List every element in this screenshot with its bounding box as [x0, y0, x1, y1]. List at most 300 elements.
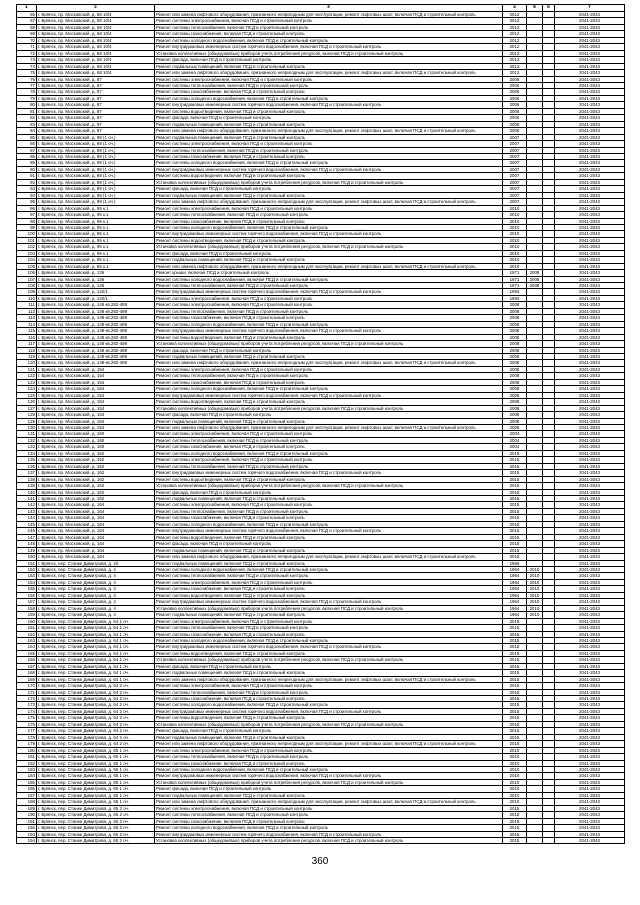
year-cell: 2010 [503, 747, 527, 753]
work-description-cell: Ремонт системы газоснабжения, включая ПСД и строительный контроль [155, 315, 503, 321]
year-cell: 2006 [503, 95, 527, 101]
address-cell: г. Брянск, пер. Станке Димитрова, д. 64 2 оч. [37, 683, 155, 689]
address-cell: г. Брянск, пер. Станке Димитрова, д. 64 2 оч. [37, 728, 155, 734]
year-cell: 2015 [503, 463, 527, 469]
period-cell: 2041-2043 [555, 31, 625, 37]
address-cell: г. Брянск, пр. Московский, д. 89 (1 оч.) [37, 173, 155, 179]
year-cell: 2015 [503, 831, 527, 837]
year-cell: 2015 [503, 741, 527, 747]
work-description-cell: Ремонт крыши, включая ПСД и строительный контроль [155, 270, 503, 276]
period-cell: 2041-2043 [555, 470, 625, 476]
year-cell: 2008 [503, 321, 527, 327]
work-description-cell: Ремонт внутридомовых инженерных систем горячего водоснабжения, включая ПСД и строительный контроль [155, 231, 503, 237]
year-cell: 2015 [503, 618, 527, 624]
year-cell: 2015 [503, 644, 527, 650]
address-cell: г. Брянск, пр. Московский, д. 148 кв.282-489 [37, 354, 155, 360]
row-number-cell: 113 [17, 315, 37, 321]
row-number-cell: 194 [17, 838, 37, 844]
period-cell: 2041-2043 [555, 657, 625, 663]
address-cell: г. Брянск, пр. Московский, д. 142/1 [37, 289, 155, 295]
address-cell: г. Брянск, пер. Станке Димитрова, д. 65 1 оч. [37, 773, 155, 779]
address-cell: г. Брянск, пер. Станке Димитрова, д. 65 1 оч. [37, 754, 155, 760]
address-cell: г. Брянск, пр. Московский, д. 68 10/4 [37, 57, 155, 63]
row-number-cell: 112 [17, 308, 37, 314]
period-cell: 2041-2043 [555, 179, 625, 185]
year-cell: 2006 [503, 89, 527, 95]
work-description-cell: Ремонт системы водоотведения, включая ПСД и строительный контроль [155, 650, 503, 656]
period-cell: 2041-2043 [555, 244, 625, 250]
row-number-cell: 75 [17, 70, 37, 76]
address-cell: г. Брянск, пр. Московский, д. 162 [37, 457, 155, 463]
year-cell: 2012 [503, 44, 527, 50]
row-number-cell: 87 [17, 147, 37, 153]
work-description-cell: Ремонт или замена лифтового оборудования, признанного непригодным для эксплуатации, ремонт лифтовых шахт, включая ПСД и строительный контроль [155, 676, 503, 682]
address-cell: г. Брянск, пр. Московский, д. 148 кв.282-489 [37, 341, 155, 347]
row-number-cell: 172 [17, 696, 37, 702]
work-description-cell: Ремонт или замена лифтового оборудования, признанного непригодным для эксплуатации, ремонт лифтовых шахт, включая ПСД и строительный контроль [155, 425, 503, 431]
address-cell: г. Брянск, пер. Станке Димитрова, д. 4 [37, 599, 155, 605]
period-cell: 2041-2043 [555, 838, 625, 844]
row-number-cell: 102 [17, 244, 37, 250]
address-cell: г. Брянск, пр. Московский, д. 87 [37, 128, 155, 134]
row-number-cell: 82 [17, 115, 37, 121]
year-cell: 2015 [503, 696, 527, 702]
address-cell: г. Брянск, пр. Московский, д. 164 [37, 521, 155, 527]
address-cell: г. Брянск, пр. Московский, д. 89 (1 оч.) [37, 186, 155, 192]
period-cell: 2041-2043 [555, 773, 625, 779]
address-cell: г. Брянск, пер. Станке Димитрова, д. 64 1 оч. [37, 637, 155, 643]
period-cell: 2041-2043 [555, 399, 625, 405]
work-description-cell: Ремонт системы электроснабжения, включая ПСД и строительный контроль [155, 747, 503, 753]
work-description-cell: Ремонт фасада, включая ПСД и строительный контроль [155, 541, 503, 547]
year-cell: 1971 [503, 276, 527, 282]
row-number-cell: 157 [17, 599, 37, 605]
work-description-cell: Ремонт фасада, включая ПСД и строительный контроль [155, 57, 503, 63]
work-description-cell: Ремонт или замена лифтового оборудования, признанного непригодным для эксплуатации, ремонт лифтовых шахт, включая ПСД и строительный контроль [155, 741, 503, 747]
work-description-cell: Ремонт системы водоотведения, включая ПСД и строительный контроль [155, 476, 503, 482]
work-description-cell: Ремонт подвальных помещений, включая ПСД и строительный контроль [155, 121, 503, 127]
address-cell: г. Брянск, пр. Московский, д. 95 к.1 [37, 257, 155, 263]
work-description-cell: Ремонт системы теплоснабжения, включая ПСД и строительный контроль [155, 625, 503, 631]
work-description-cell: Ремонт системы электроснабжения, включая ПСД и строительный контроль [155, 683, 503, 689]
row-number-cell: 187 [17, 792, 37, 798]
period-cell: 2041-2043 [555, 489, 625, 495]
period-cell: 2041-2043 [555, 676, 625, 682]
year-cell: 2007 [503, 147, 527, 153]
year-cell: 2008 [503, 328, 527, 334]
row-number-cell: 94 [17, 192, 37, 198]
work-description-cell: Ремонт системы холодного водоснабжения, включая ПСД и строительный контроль [155, 637, 503, 643]
address-cell: г. Брянск, пр. Московский, д. 89 (1 оч.) [37, 160, 155, 166]
period-cell: 2041-2043 [555, 57, 625, 63]
row-number-cell: 117 [17, 341, 37, 347]
address-cell: г. Брянск, пр. Московский, д. 164 [37, 541, 155, 547]
address-cell: г. Брянск, пр. Московский, д. 154 [37, 386, 155, 392]
year-cell: 2010 [503, 754, 527, 760]
period-cell: 2041-2043 [555, 128, 625, 134]
year-cell: 1993 [503, 289, 527, 295]
period-cell: 2041-2043 [555, 644, 625, 650]
period-cell: 2041-2043 [555, 573, 625, 579]
row-number-cell: 116 [17, 334, 37, 340]
year-2-cell: 2010 [527, 586, 543, 592]
period-cell: 2041-2043 [555, 728, 625, 734]
row-number-cell: 78 [17, 89, 37, 95]
year-cell: 2012 [503, 57, 527, 63]
row-number-cell: 100 [17, 231, 37, 237]
address-cell: г. Брянск, пр. Московский, д. 87 [37, 76, 155, 82]
address-cell: г. Брянск, пр. Московский, д. 148 кв.282-489 [37, 302, 155, 308]
address-cell: г. Брянск, пер. Станке Димитрова, д. 4 [37, 579, 155, 585]
work-description-cell: Ремонт системы теплоснабжения, включая ПСД и строительный контроль [155, 437, 503, 443]
period-cell: 2041-2043 [555, 721, 625, 727]
work-description-cell: Ремонт системы холодного водоснабжения, включая ПСД и строительный контроль [155, 386, 503, 392]
work-description-cell: Ремонт системы водоотведения, включая ПСД и строительный контроль [155, 399, 503, 405]
work-description-cell: Ремонт системы электроснабжения, включая ПСД и строительный контроль [155, 618, 503, 624]
row-number-cell: 80 [17, 102, 37, 108]
work-description-cell: Ремонт подвальных помещений, включая ПСД и строительный контроль [155, 63, 503, 69]
register-table-body [17, 5, 625, 844]
row-number-cell: 156 [17, 592, 37, 598]
year-cell: 2010 [503, 224, 527, 230]
work-description-cell: Ремонт подвальных помещений, включая ПСД и строительный контроль [155, 495, 503, 501]
year-cell: 1971 [503, 270, 527, 276]
row-number-cell: 151 [17, 560, 37, 566]
period-cell: 2041-2043 [555, 95, 625, 101]
period-cell: 2041-2043 [555, 431, 625, 437]
row-number-cell: 134 [17, 450, 37, 456]
work-description-cell: Ремонт или замена лифтового оборудования, признанного непригодным для эксплуатации, ремонт лифтовых шахт, включая ПСД и строительный контроль [155, 199, 503, 205]
work-description-cell: Установка коллективных (общедомовых) приборов учета потребления ресурсов, включая ПСД и строительный контроль [155, 244, 503, 250]
table-row [17, 838, 625, 844]
period-cell: 2041-2043 [555, 212, 625, 218]
row-number-cell: 161 [17, 625, 37, 631]
work-description-cell: Ремонт системы теплоснабжения, включая ПСД и строительный контроль [155, 24, 503, 30]
year-3-cell [543, 838, 555, 844]
work-description-cell: Ремонт системы газоснабжения, включая ПСД и строительный контроль [155, 444, 503, 450]
year-cell: 2008 [503, 399, 527, 405]
year-cell: 2012 [503, 63, 527, 69]
work-description-cell: Ремонт системы теплоснабжения, включая ПСД и строительный контроль [155, 754, 503, 760]
period-cell: 2041-2043 [555, 534, 625, 540]
address-cell: г. Брянск, пр. Московский, д. 68 10/4 [37, 24, 155, 30]
year-cell: 2015 [503, 470, 527, 476]
address-cell: г. Брянск, пр. Московский, д. 68 10/4 [37, 31, 155, 37]
year-cell: 2015 [503, 528, 527, 534]
work-description-cell: Ремонт внутридомовых инженерных систем горячего водоснабжения, включая ПСД и строительный контроль [155, 44, 503, 50]
column-number-cell: 6 [543, 5, 555, 12]
address-cell: г. Брянск, пер. Станке Димитрова, д. 65 1 оч. [37, 767, 155, 773]
period-cell: 2041-2043 [555, 379, 625, 385]
address-cell: г. Брянск, пер. Станке Димитрова, д. 64 1 оч. [37, 670, 155, 676]
year-2-cell: 2010 [527, 573, 543, 579]
year-cell: 2006 [503, 82, 527, 88]
year-cell: 2015 [503, 489, 527, 495]
year-cell: 2008 [503, 341, 527, 347]
row-number-cell: 133 [17, 444, 37, 450]
row-number-cell: 193 [17, 831, 37, 837]
address-cell: г. Брянск, пер. Станке Димитрова, д. 65 1 оч. [37, 760, 155, 766]
year-cell: 2007 [503, 166, 527, 172]
year-2-cell: 2010 [527, 599, 543, 605]
work-description-cell: Ремонт системы холодного водоснабжения, включая ПСД и строительный контроль [155, 321, 503, 327]
address-cell: г. Брянск, пр. Московский, д. 162 [37, 463, 155, 469]
year-cell: 2008 [503, 379, 527, 385]
year-cell: 2010 [503, 767, 527, 773]
period-cell: 2041-2043 [555, 579, 625, 585]
address-cell: г. Брянск, пр. Московский, д. 154 [37, 405, 155, 411]
year-cell: 2015 [503, 515, 527, 521]
period-cell: 2041-2043 [555, 302, 625, 308]
address-cell: г. Брянск, пер. Станке Димитрова, д. 65 2 оч. [37, 812, 155, 818]
address-cell: г. Брянск, пер. Станке Димитрова, д. 65 2 оч. [37, 818, 155, 824]
period-cell: 2041-2043 [555, 295, 625, 301]
row-number-cell: 81 [17, 108, 37, 114]
row-number-cell: 136 [17, 463, 37, 469]
period-cell: 2041-2043 [555, 663, 625, 669]
year-cell: 2015 [503, 728, 527, 734]
work-description-cell: Ремонт системы холодного водоснабжения, включая ПСД и строительный контроль [155, 224, 503, 230]
row-number-cell: 97 [17, 212, 37, 218]
address-cell: г. Брянск, пр. Московский, д. 68 10/4 [37, 70, 155, 76]
row-number-cell: 152 [17, 566, 37, 572]
table-row [17, 599, 625, 605]
year-cell: 2015 [503, 541, 527, 547]
address-cell: г. Брянск, пр. Московский, д. 136 [37, 276, 155, 282]
address-cell: г. Брянск, пр. Московский, д. 160 [37, 437, 155, 443]
work-description-cell: Ремонт подвальных помещений, включая ПСД и строительный контроль [155, 670, 503, 676]
row-number-cell: 154 [17, 579, 37, 585]
year-cell: 2015 [503, 721, 527, 727]
year-cell: 2015 [503, 657, 527, 663]
period-cell: 2041-2043 [555, 799, 625, 805]
address-cell: г. Брянск, пер. Станке Димитрова, д. 64 2 оч. [37, 689, 155, 695]
period-cell: 2041-2043 [555, 366, 625, 372]
year-cell: 2006 [503, 115, 527, 121]
row-number-cell: 76 [17, 76, 37, 82]
work-description-cell: Ремонт внутридомовых инженерных систем горячего водоснабжения, включая ПСД и строительный контроль [155, 528, 503, 534]
work-description-cell: Ремонт системы холодного водоснабжения, включая ПСД и строительный контроль [155, 767, 503, 773]
year-cell: 1971 [503, 283, 527, 289]
year-cell: 2015 [503, 805, 527, 811]
row-number-cell: 158 [17, 605, 37, 611]
address-cell: г. Брянск, пр. Московский, д. 164 [37, 502, 155, 508]
period-cell: 2041-2043 [555, 134, 625, 140]
year-cell: 2015 [503, 650, 527, 656]
work-description-cell: Ремонт системы холодного водоснабжения, включая ПСД и строительный контроль [155, 825, 503, 831]
year-cell: 2008 [503, 412, 527, 418]
year-cell: 1966 [503, 560, 527, 566]
address-cell: г. Брянск, пр. Московский, д. 95 к.1 [37, 231, 155, 237]
work-description-cell: Ремонт системы газоснабжения, включая ПСД и строительный контроль [155, 696, 503, 702]
period-cell: 2041-2043 [555, 566, 625, 572]
row-number-cell: 69 [17, 31, 37, 37]
work-description-cell: Ремонт подвальных помещений, включая ПСД и строительный контроль [155, 734, 503, 740]
address-cell: г. Брянск, пр. Московский, д. 95 к.1 [37, 224, 155, 230]
column-number-cell: 5 [527, 5, 543, 12]
period-cell: 2041-2043 [555, 779, 625, 785]
row-number-cell: 99 [17, 224, 37, 230]
year-cell: 2006 [503, 102, 527, 108]
year-cell: 1964 [503, 566, 527, 572]
year-cell: 2006 [503, 108, 527, 114]
period-cell: 2041-2043 [555, 224, 625, 230]
row-number-cell: 86 [17, 141, 37, 147]
work-description-cell: Ремонт системы теплоснабжения, включая ПСД и строительный контроль [155, 373, 503, 379]
period-cell: 2041-2043 [555, 44, 625, 50]
address-cell: г. Брянск, пр. Московский, д. 164 [37, 528, 155, 534]
row-number-cell: 90 [17, 166, 37, 172]
address-cell: г. Брянск, пр. Московский, д. 87 [37, 108, 155, 114]
year-cell: 1964 [503, 592, 527, 598]
year-cell: 2012 [503, 31, 527, 37]
address-cell: г. Брянск, пр. Московский, д. 89 (1 оч.) [37, 179, 155, 185]
year-2-cell: 2010 [527, 612, 543, 618]
period-cell: 2041-2043 [555, 502, 625, 508]
period-cell: 2041-2043 [555, 173, 625, 179]
row-number-cell: 111 [17, 302, 37, 308]
row-number-cell: 89 [17, 160, 37, 166]
year-2-cell: 2008 [527, 276, 543, 282]
period-cell: 2041-2043 [555, 805, 625, 811]
work-description-cell: Ремонт системы теплоснабжения, включая ПСД и строительный контроль [155, 147, 503, 153]
row-number-cell: 105 [17, 263, 37, 269]
address-cell: г. Брянск, пр. Московский, д. 164 [37, 508, 155, 514]
address-cell: г. Брянск, пер. Станке Димитрова, д. 65 1 оч. [37, 786, 155, 792]
work-description-cell: Установка коллективных (общедомовых) приборов учета потребления ресурсов, включая ПСД и строительный контроль [155, 838, 503, 844]
row-number-cell: 118 [17, 347, 37, 353]
work-description-cell: Ремонт или замена лифтового оборудования, признанного непригодным для эксплуатации, ремонт лифтовых шахт, включая ПСД и строительный контроль [155, 263, 503, 269]
address-cell: г. Брянск, пер. Станке Димитрова, д. 4 [37, 566, 155, 572]
work-description-cell: Ремонт внутридомовых инженерных систем горячего водоснабжения, включая ПСД и строительный контроль [155, 644, 503, 650]
row-number-cell: 177 [17, 728, 37, 734]
year-cell: 1964 [503, 599, 527, 605]
address-cell: г. Брянск, пр. Московский, д. 154 [37, 399, 155, 405]
column-number-header-row [17, 5, 625, 12]
row-number-cell: 163 [17, 637, 37, 643]
row-number-cell: 186 [17, 786, 37, 792]
year-cell: 2010 [503, 799, 527, 805]
register-table-container [16, 4, 624, 844]
row-number-cell: 77 [17, 82, 37, 88]
address-cell: г. Брянск, пр. Московский, д. 162 [37, 483, 155, 489]
address-cell: г. Брянск, пр. Московский, д. 148 кв.282-489 [37, 334, 155, 340]
address-cell: г. Брянск, пр. Московский, д. 68 10/4 [37, 12, 155, 18]
address-cell: г. Брянск, пр. Московский, д. 142/1 [37, 295, 155, 301]
period-cell: 2041-2043 [555, 463, 625, 469]
work-description-cell: Ремонт внутридомовых инженерных систем горячего водоснабжения, включая ПСД и строительный контроль [155, 328, 503, 334]
address-cell: г. Брянск, пр. Московский, д. 68 10/4 [37, 50, 155, 56]
work-description-cell: Ремонт внутридомовых инженерных систем горячего водоснабжения, включая ПСД и строительный контроль [155, 470, 503, 476]
work-description-cell: Ремонт фасада, включая ПСД и строительный контроль [155, 728, 503, 734]
period-cell: 2041-2043 [555, 734, 625, 740]
year-cell: 2015 [503, 702, 527, 708]
year-cell: 2012 [503, 12, 527, 18]
period-cell: 2041-2043 [555, 618, 625, 624]
address-cell: г. Брянск, пр. Московский, д. 160 [37, 444, 155, 450]
work-description-cell: Ремонт системы электроснабжения, включая ПСД и строительный контроль [155, 295, 503, 301]
work-description-cell: Ремонт фасада, включая ПСД и строительный контроль [155, 489, 503, 495]
address-cell: г. Брянск, пер. Станке Димитрова, д. 64 1 оч. [37, 644, 155, 650]
row-number-cell: 148 [17, 541, 37, 547]
address-cell: г. Брянск, пр. Московский, д. 148 кв.282-489 [37, 360, 155, 366]
work-description-cell: Ремонт фасада, включая ПСД и строительный контроль [155, 250, 503, 256]
work-description-cell: Ремонт фасада, включая ПСД и строительный контроль [155, 663, 503, 669]
period-cell: 2041-2043 [555, 283, 625, 289]
work-description-cell: Ремонт системы газоснабжения, включая ПСД и строительный контроль [155, 31, 503, 37]
period-cell: 2041-2043 [555, 586, 625, 592]
period-cell: 2041-2043 [555, 515, 625, 521]
address-cell: г. Брянск, пер. Станке Димитрова, д. 2б [37, 560, 155, 566]
period-cell: 2041-2043 [555, 683, 625, 689]
period-cell: 2041-2043 [555, 457, 625, 463]
period-cell: 2041-2043 [555, 334, 625, 340]
period-cell: 2041-2043 [555, 754, 625, 760]
row-number-cell: 132 [17, 437, 37, 443]
period-cell: 2041-2043 [555, 612, 625, 618]
period-cell: 2041-2043 [555, 392, 625, 398]
year-cell: 1964 [503, 573, 527, 579]
year-2-cell: 2010 [527, 566, 543, 572]
address-cell: г. Брянск, пр. Московский, д. 87 [37, 82, 155, 88]
row-number-cell: 170 [17, 683, 37, 689]
year-cell: 2015 [503, 457, 527, 463]
period-cell: 2041-2043 [555, 825, 625, 831]
row-number-cell: 121 [17, 366, 37, 372]
row-number-cell: 70 [17, 37, 37, 43]
year-cell: 2008 [503, 360, 527, 366]
period-cell: 2041-2043 [555, 541, 625, 547]
address-cell: г. Брянск, пр. Московский, д. 136 [37, 270, 155, 276]
period-cell: 2041-2043 [555, 218, 625, 224]
row-number-cell: 165 [17, 650, 37, 656]
period-cell: 2041-2043 [555, 347, 625, 353]
row-number-cell: 130 [17, 425, 37, 431]
address-cell: г. Брянск, пр. Московский, д. 164 [37, 534, 155, 540]
address-cell: г. Брянск, пр. Московский, д. 148 кв.282-489 [37, 328, 155, 334]
year-cell: 1964 [503, 605, 527, 611]
period-cell: 2041-2043 [555, 547, 625, 553]
period-cell: 2041-2043 [555, 528, 625, 534]
work-description-cell: Ремонт системы газоснабжения, включая ПСД и строительный контроль [155, 586, 503, 592]
row-number-cell: 189 [17, 805, 37, 811]
work-description-cell: Ремонт системы газоснабжения, включая ПСД и строительный контроль [155, 515, 503, 521]
period-cell: 2041-2043 [555, 405, 625, 411]
address-cell: г. Брянск, пр. Московский, д. 164 [37, 554, 155, 560]
page-number: 360 [311, 856, 329, 867]
work-description-cell: Ремонт системы электроснабжения, включая ПСД и строительный контроль [155, 366, 503, 372]
year-cell: 1964 [503, 579, 527, 585]
address-cell: г. Брянск, пер. Станке Димитрова, д. 64 2 оч. [37, 734, 155, 740]
year-cell: 2015 [503, 715, 527, 721]
work-description-cell: Ремонт системы теплоснабжения, включая ПСД и строительный контроль [155, 283, 503, 289]
year-cell: 2007 [503, 141, 527, 147]
row-number-cell: 153 [17, 573, 37, 579]
address-cell: г. Брянск, пр. Московский, д. 162 [37, 450, 155, 456]
row-number-cell: 84 [17, 128, 37, 134]
year-cell: 2012 [503, 18, 527, 24]
work-description-cell: Ремонт фасада, включая ПСД и строительный контроль [155, 786, 503, 792]
period-cell: 2041-2043 [555, 12, 625, 18]
year-cell: 2008 [503, 386, 527, 392]
address-cell: г. Брянск, пр. Московский, д. 162 [37, 495, 155, 501]
row-number-cell: 73 [17, 57, 37, 63]
work-description-cell: Ремонт внутридомовых инженерных систем горячего водоснабжения, включая ПСД и строительный контроль [155, 831, 503, 837]
period-cell: 2041-2043 [555, 18, 625, 24]
work-description-cell: Ремонт системы теплоснабжения, включая ПСД и строительный контроль [155, 463, 503, 469]
address-cell: г. Брянск, пер. Станке Димитрова, д. 64 1 оч. [37, 631, 155, 637]
row-number-cell: 109 [17, 289, 37, 295]
